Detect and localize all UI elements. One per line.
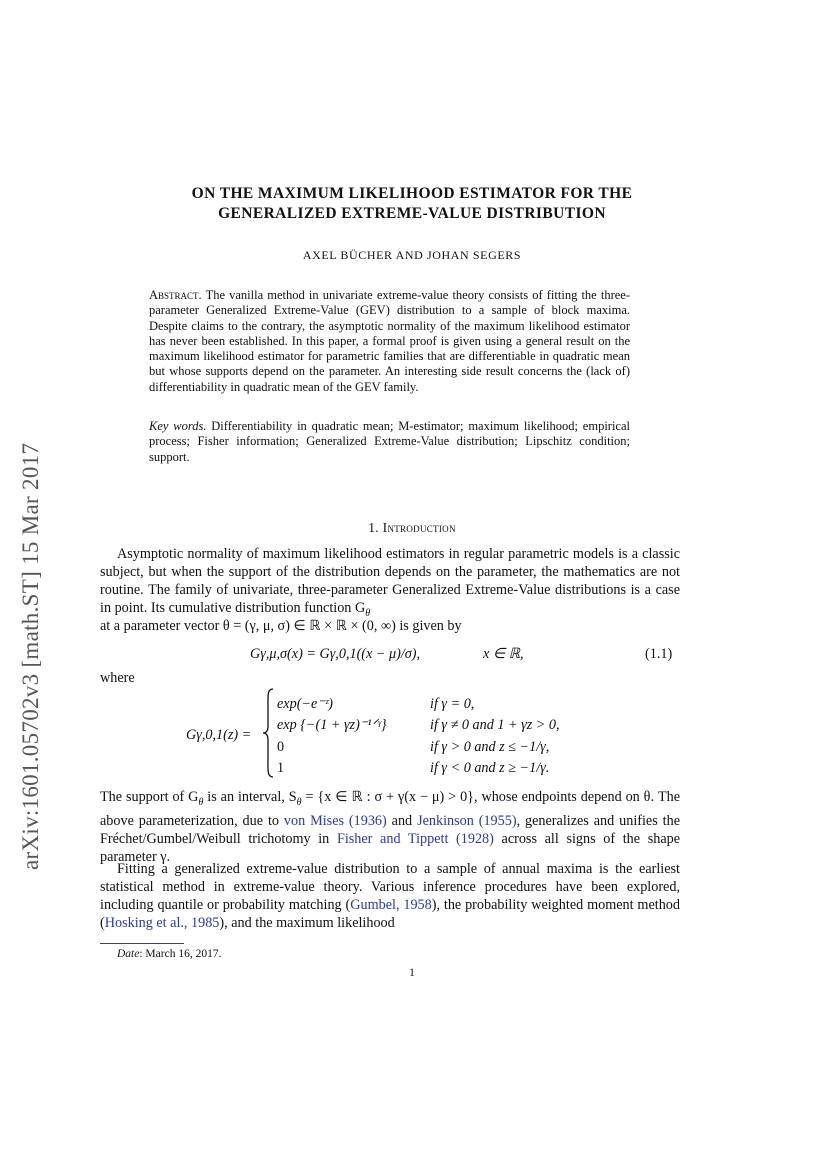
case-1-expr: exp(−e⁻ᶻ) xyxy=(277,696,333,712)
equation-1-1-condition: x ∈ ℝ, xyxy=(483,646,524,662)
where-word: where xyxy=(100,670,135,686)
equation-1-1: Gγ,μ,σ(x) = Gγ,0,1((x − μ)/σ), xyxy=(250,646,421,662)
case-4-expr: 1 xyxy=(277,760,285,776)
footnote-rule xyxy=(100,943,184,944)
paper-authors: AXEL BÜCHER AND JOHAN SEGERS xyxy=(302,248,522,262)
intro-paragraph-2: The support of $G_\theta$ is an interval, $S_\theta = \{x$ ∈ ℝ : σ + γ(x − μ) > 0}, whose endpoints depend on θ. The above parameterization, due to von Mises (1936) and Jenkinson (1955), generalizes and unifies the Fréchet/Gumbel/Weibull trichotomy in Fisher and Tippett (1928) across all signs of the shape parameter γ. xyxy=(100,789,681,865)
intro-paragraph-1-last-line: at a parameter vector θ = (γ, μ, σ) ∈ ℝ × ℝ × (0, ∞) is given by xyxy=(100,618,462,634)
abstract-label: Abstract. xyxy=(149,288,202,302)
section-heading-introduction: 1. Introduction xyxy=(368,520,456,535)
case-2-cond: if γ ≠ 0 and 1 + γz > 0, xyxy=(430,717,560,733)
intro-paragraph-1: Asymptotic normality of maximum likelihood estimators in regular parametric models is a classic subject, but when the support of the distribution depends on the parameter, the mathematics are not routine. The family of univariate, three-parameter Generalized Extreme-Value distributions is a case in point. Its cumulative distribution function $G_\theta$ xyxy=(100,546,680,619)
abstract xyxy=(149,288,630,395)
page-number: 1 xyxy=(409,967,415,979)
case-3-cond: if γ > 0 and z ≤ −1/γ, xyxy=(430,739,550,755)
citation-von-mises[interactable]: von Mises (1936) xyxy=(283,812,387,829)
case-1-cond: if γ = 0, xyxy=(430,696,475,712)
citation-hosking[interactable]: Hosking et al., 1985 xyxy=(104,915,220,931)
case-2-expr: exp {−(1 + γz)⁻¹ᐟᵞ} xyxy=(277,717,387,733)
case-3-expr: 0 xyxy=(277,739,285,755)
cases-lhs: Gγ,0,1(z) = xyxy=(186,727,252,743)
paper-title-line-1: ON THE MAXIMUM LIKELIHOOD ESTIMATOR FOR THE xyxy=(191,185,633,202)
keywords-text: Differentiability in quadratic mean; M-estimator; maximum likelihood; empirical process; Fisher information; Generalized Extreme-Value distribution; Lipschitz condition; support. xyxy=(149,419,630,464)
equation-number: (1.1) xyxy=(645,646,673,662)
keywords-label: Key words. xyxy=(149,419,207,433)
paper-title-line-2: GENERALIZED EXTREME-VALUE DISTRIBUTION xyxy=(218,205,606,222)
citation-gumbel[interactable]: Gumbel, 1958 xyxy=(350,897,432,913)
footnote-date: Date: March 16, 2017. xyxy=(117,948,222,960)
citation-fisher-tippett[interactable]: Fisher and Tippett (1928) xyxy=(336,830,494,847)
arxiv-identifier: arXiv:1601.05702v3 [math.ST] 15 Mar 2017 xyxy=(18,442,43,870)
left-brace-icon xyxy=(262,688,274,778)
abstract-text: The vanilla method in univariate extreme-value theory consists of fitting the three-parameter Generalized Extreme-Value (GEV) distribution to a sample of block maxima. Despite claims to the contrary, the asymptotic normality of the maximum likelihood estimator has never been established. In this paper, a formal proof is given using a general result on the maximum likelihood estimator for parametric families that are differentiable in quadratic mean but whose supports depend on the parameter. An interesting side result concerns the (lack of) differentiability in quadratic mean of the GEV family. xyxy=(149,288,630,394)
intro-paragraph-3: Fitting a generalized extreme-value distribution to a sample of annual maxima is the earliest statistical method in extreme-value theory. Various inference procedures have been explored, including quantile or probability matching (Gumbel, 1958), the probability weighted moment method (Hosking et al., 1985), and the maximum likelihood xyxy=(100,861,680,931)
citation-jenkinson[interactable]: Jenkinson (1955) xyxy=(417,812,517,829)
case-4-cond: if γ < 0 and z ≥ −1/γ. xyxy=(430,760,550,776)
keywords xyxy=(149,419,630,465)
